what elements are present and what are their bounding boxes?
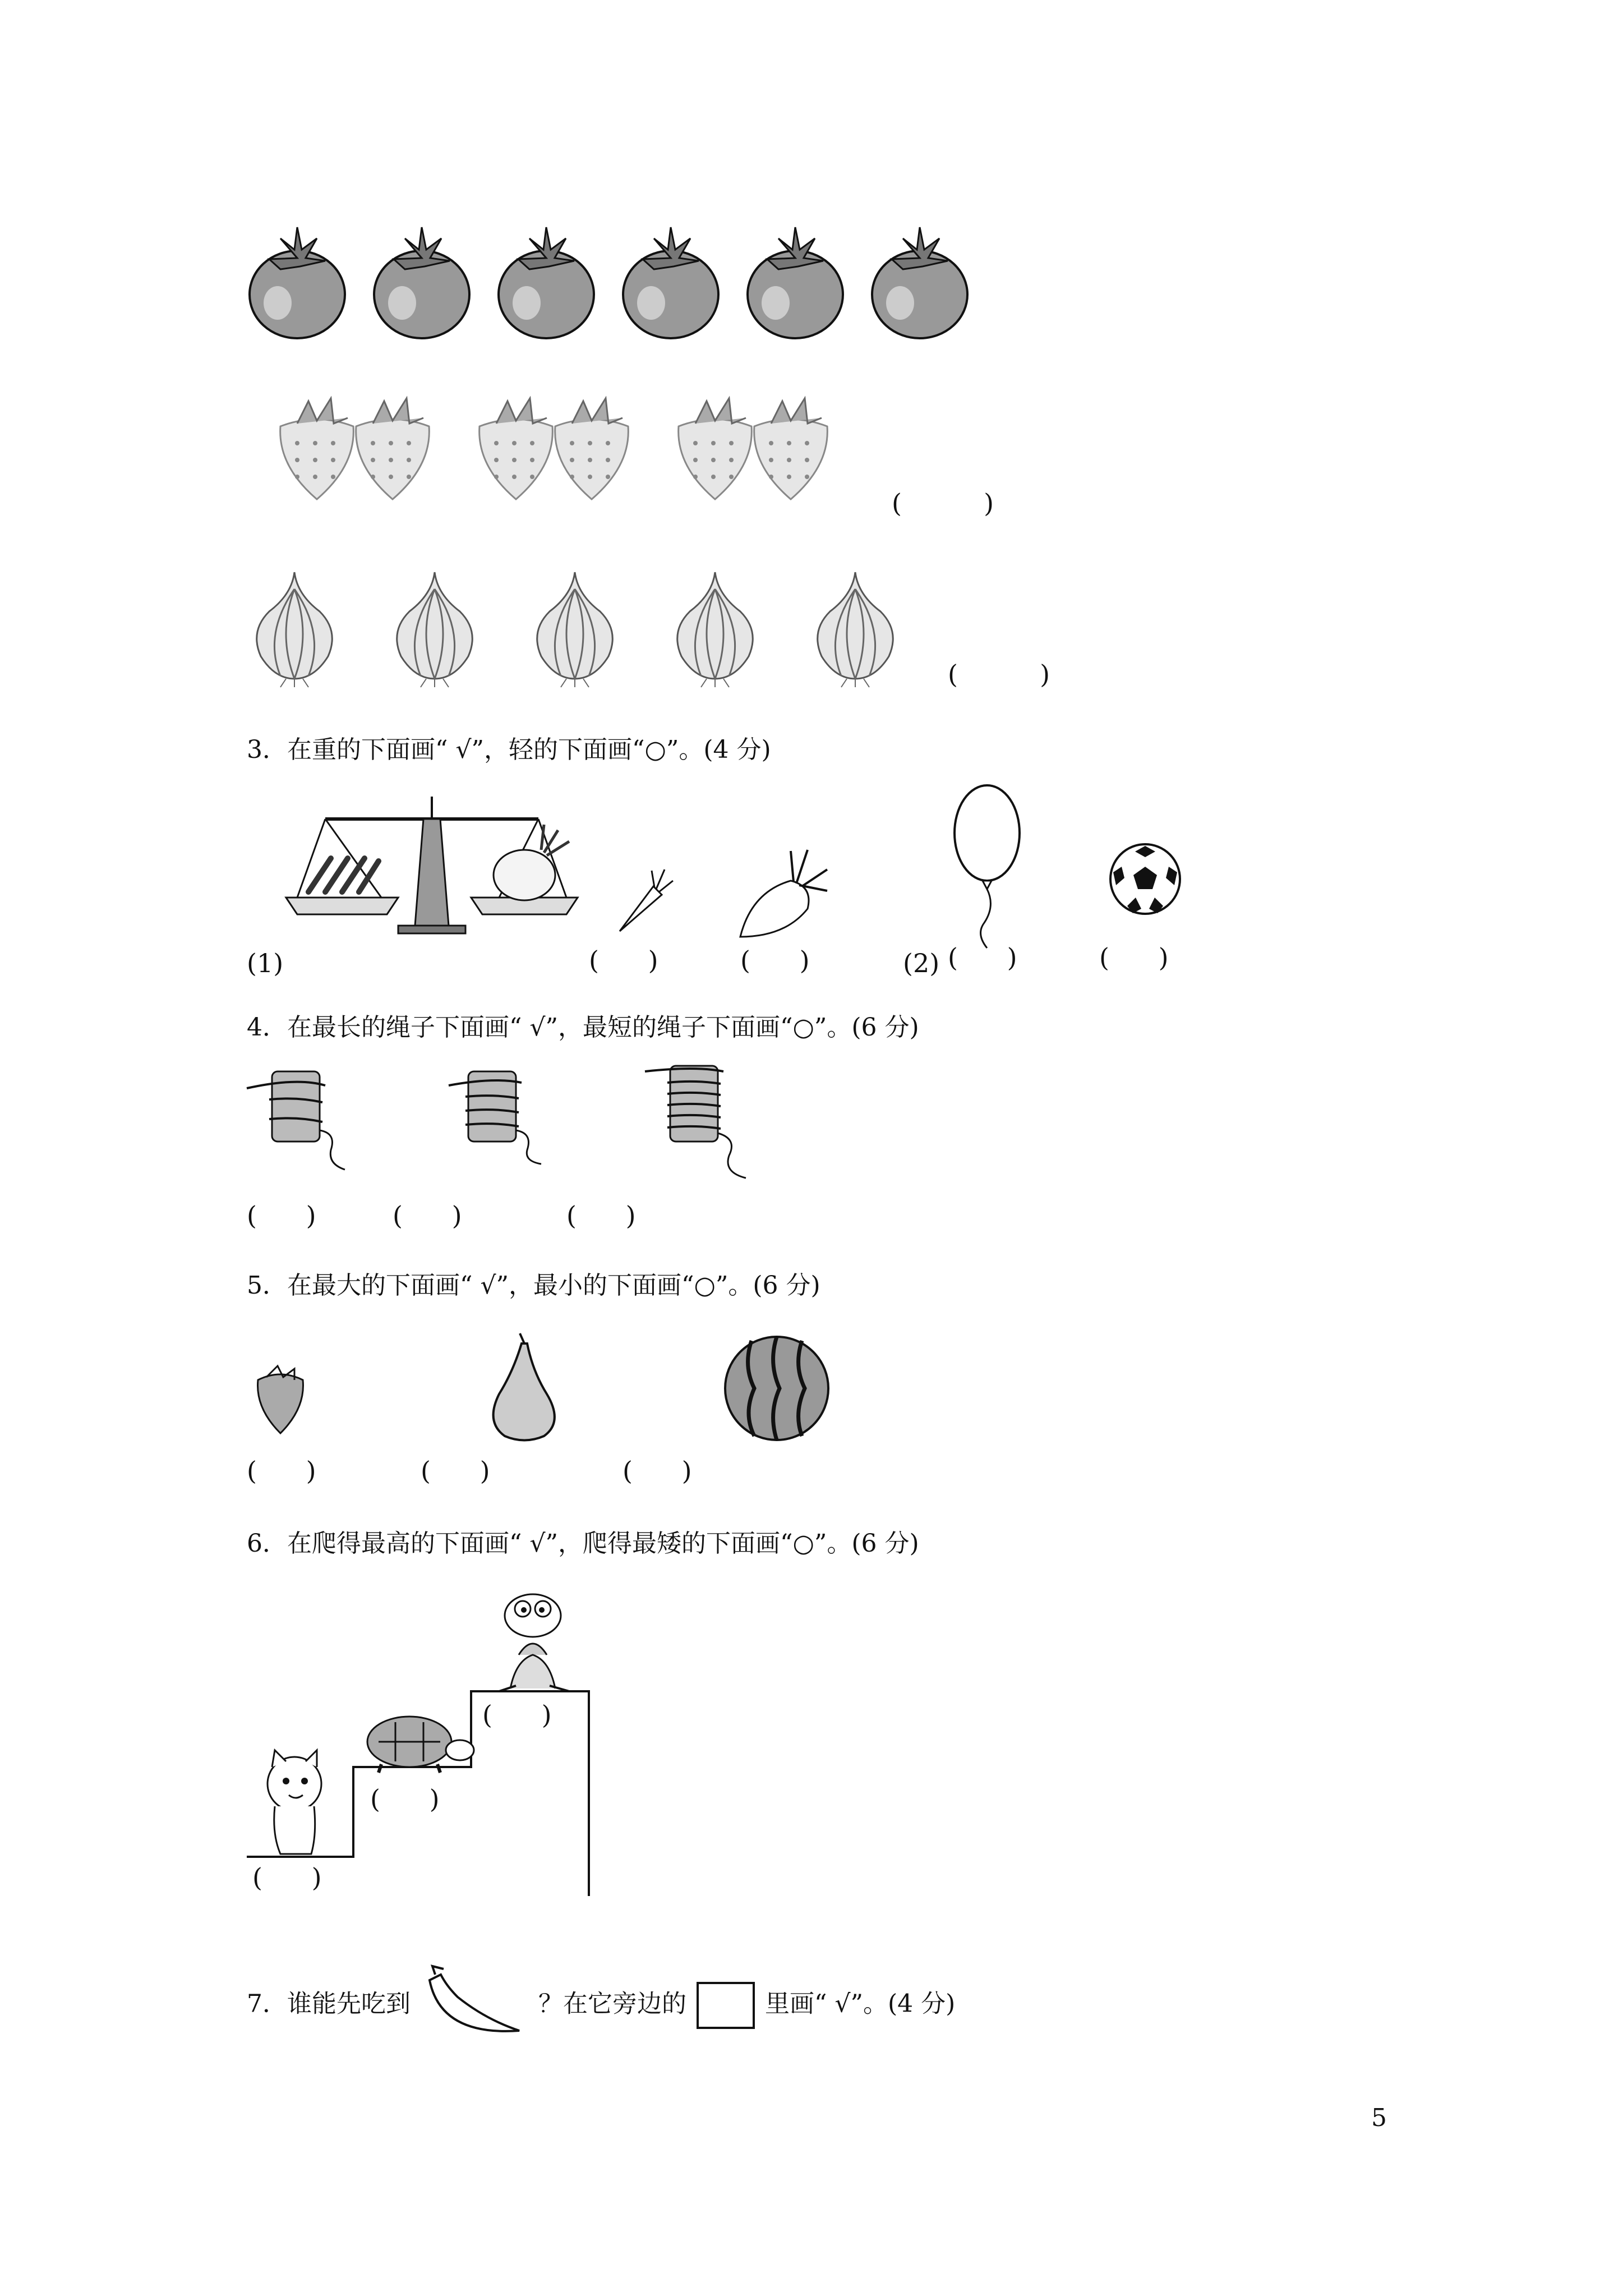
onion-icon [397, 572, 473, 687]
question-7-suffix: 里画“ √”。(4 分) [765, 1989, 956, 2018]
onion-icon [537, 572, 613, 687]
question-4-text: 4．在最长的绳子下面画“ √”，最短的绳子下面画“○”。(6 分) [247, 1013, 919, 1042]
strawberry-icon [356, 398, 430, 499]
q6-blank-turtle[interactable]: ( ) [370, 1784, 440, 1814]
onion-row [247, 567, 920, 690]
question-6-text: 6．在爬得最高的下面画“ √”，爬得最矮的下面画“○”。(6 分) [247, 1529, 919, 1558]
pear-icon [479, 1332, 569, 1444]
page-number: 5 [1371, 2104, 1387, 2132]
tomato-icon [499, 227, 594, 338]
answer-box-icon[interactable] [697, 1982, 755, 2029]
strawberry-icon [679, 398, 752, 499]
onion-icon [677, 572, 753, 687]
q6-blank-frog[interactable]: ( ) [482, 1700, 552, 1730]
tomato-icon [374, 227, 469, 338]
question-5-text: 5．在最大的下面画“ √”，最小的下面画“○”。(6 分) [247, 1271, 820, 1300]
balloon-icon [948, 783, 1026, 951]
soccer-ball-icon [1108, 841, 1183, 917]
q5-blank-1[interactable]: ( ) [247, 1456, 316, 1486]
tomato-icon [250, 227, 345, 338]
onion-icon [257, 572, 333, 687]
question-7-middle: ？在它旁边的 [538, 1989, 686, 2018]
strawberry-icon [250, 1363, 311, 1436]
onion-answer-blank[interactable]: ( ) [948, 659, 1050, 689]
q3-blank-carrot[interactable]: ( ) [589, 945, 658, 976]
onion-icon [818, 572, 893, 687]
banana-icon [418, 1963, 531, 2047]
tomato-icon [623, 227, 718, 338]
q3-blank-balloon[interactable]: ( ) [948, 942, 1017, 973]
strawberry-answer-blank[interactable]: ( ) [892, 488, 994, 518]
q3-blank-radish[interactable]: ( ) [740, 945, 810, 976]
carrot-icon [614, 864, 676, 937]
strawberry-icon [280, 398, 354, 499]
q5-blank-2[interactable]: ( ) [421, 1456, 490, 1486]
rope-spool-1 [247, 1066, 359, 1178]
strawberry-icon [555, 398, 629, 499]
question-7-prefix: 7．谁能先吃到 [247, 1989, 411, 2018]
q4-blank-2[interactable]: ( ) [393, 1200, 462, 1231]
question-7-line [247, 1963, 955, 2047]
rope-spool-3 [645, 1060, 768, 1189]
q5-blank-3[interactable]: ( ) [623, 1456, 692, 1486]
q4-blank-3[interactable]: ( ) [566, 1200, 636, 1231]
question-3-text: 3．在重的下面画“ √”，轻的下面画“○”。(4 分) [247, 735, 771, 764]
strawberry-icon [754, 398, 828, 499]
rope-spool-2 [443, 1066, 555, 1178]
staircase-diagram [247, 1582, 611, 1907]
tomato-icon [872, 227, 967, 338]
balance-scale [286, 797, 578, 942]
strawberry-icon [479, 398, 553, 499]
radish-icon [729, 841, 841, 942]
q6-blank-kitten[interactable]: ( ) [252, 1862, 322, 1893]
question-3-label-2: (2) [903, 948, 940, 978]
q4-blank-1[interactable]: ( ) [247, 1200, 316, 1231]
q3-blank-ball[interactable]: ( ) [1099, 942, 1169, 973]
watermelon-icon [721, 1332, 833, 1444]
tomato-row [247, 224, 993, 353]
question-3-label-1: (1) [247, 948, 284, 978]
strawberry-row [275, 393, 847, 505]
tomato-icon [748, 227, 843, 338]
